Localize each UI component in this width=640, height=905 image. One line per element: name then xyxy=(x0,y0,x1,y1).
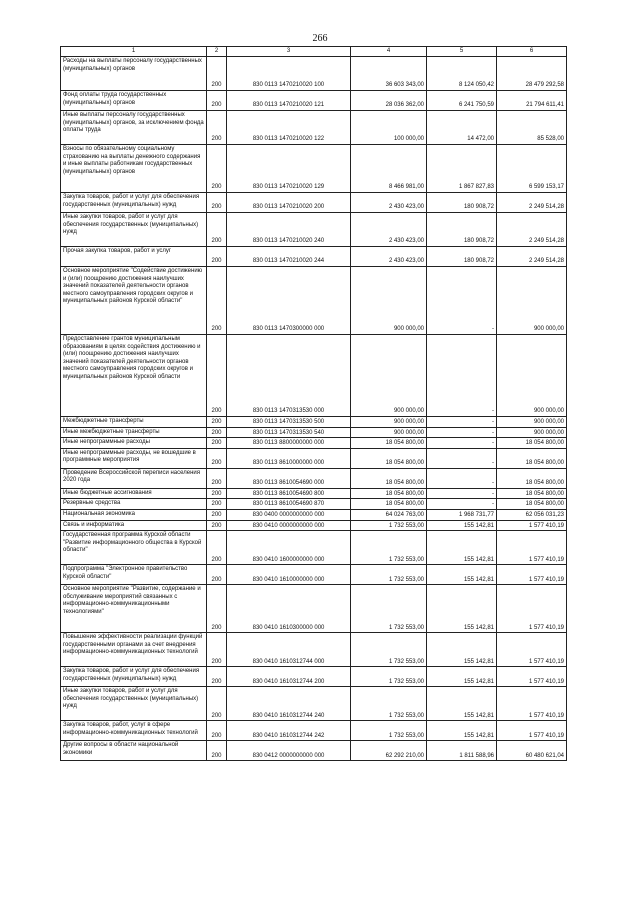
row-kbk-cell: 830 0410 1610000000 000 xyxy=(227,565,351,585)
row-name-cell: Закупка товаров, работ и услуг для обеспечения государственных (муниципальных) нужд xyxy=(61,667,207,687)
row-col6-cell: 2 249 514,28 xyxy=(497,247,567,267)
row-col4-cell: 1 732 553,00 xyxy=(351,667,427,687)
row-kbk-cell: 830 0113 8610000000 000 xyxy=(227,448,351,468)
row-kbk-cell: 830 0113 1470313530 000 xyxy=(227,335,351,417)
row-name-cell: Государственная программа Курской области "Развитие информационного общества в Курской области" xyxy=(61,531,207,565)
table-row xyxy=(61,488,567,499)
row-kbk-cell: 830 0113 8610054690 000 xyxy=(227,468,351,488)
table-row xyxy=(61,565,567,585)
row-col6-cell: 1 577 410,19 xyxy=(497,667,567,687)
row-code-cell: 200 xyxy=(207,741,227,761)
row-col5-cell: - xyxy=(427,267,497,335)
row-col5-cell: 6 241 750,59 xyxy=(427,91,497,111)
row-name-cell: Иные межбюджетные трансферты xyxy=(61,427,207,438)
table-row xyxy=(61,417,567,428)
row-col5-cell: - xyxy=(427,417,497,428)
row-name-cell: Взносы по обязательному социальному страхованию на выплаты денежного содержания и иные выплаты работникам государственных (муниципальных) органов xyxy=(61,145,207,193)
row-col6-cell: 2 249 514,28 xyxy=(497,213,567,247)
row-col5-cell: - xyxy=(427,499,497,510)
row-kbk-cell: 830 0113 1470313530 500 xyxy=(227,417,351,428)
table-row xyxy=(61,721,567,741)
row-col6-cell: 1 577 410,19 xyxy=(497,721,567,741)
row-col5-cell: 1 867 827,83 xyxy=(427,145,497,193)
row-name-cell: Иные закупки товаров, работ и услуг для обеспечения государственных (муниципальных) нужд xyxy=(61,687,207,721)
row-code-cell: 200 xyxy=(207,531,227,565)
row-col5-cell: 1 968 731,77 xyxy=(427,509,497,520)
row-name-cell: Закупка товаров, работ, услуг в сфере информационно-коммуникационных технологий xyxy=(61,721,207,741)
row-col5-cell: 155 142,81 xyxy=(427,667,497,687)
row-kbk-cell: 830 0113 1470313530 540 xyxy=(227,427,351,438)
table-row xyxy=(61,633,567,667)
table-row xyxy=(61,57,567,91)
row-name-cell: Прочая закупка товаров, работ и услуг xyxy=(61,247,207,267)
row-col4-cell: 8 466 981,00 xyxy=(351,145,427,193)
row-col4-cell: 2 430 423,00 xyxy=(351,247,427,267)
row-name-cell: Другие вопросы в области национальной экономики xyxy=(61,741,207,761)
row-code-cell: 200 xyxy=(207,468,227,488)
header-cell: 1 xyxy=(61,47,207,57)
row-col4-cell: 900 000,00 xyxy=(351,417,427,428)
row-col4-cell: 1 732 553,00 xyxy=(351,531,427,565)
header-cell: 2 xyxy=(207,47,227,57)
row-kbk-cell: 830 0113 8800000000 000 xyxy=(227,438,351,449)
row-kbk-cell: 830 0410 1610312744 200 xyxy=(227,667,351,687)
table-row xyxy=(61,687,567,721)
table-row xyxy=(61,667,567,687)
row-col4-cell: 18 054 800,00 xyxy=(351,468,427,488)
row-col6-cell: 1 577 410,19 xyxy=(497,585,567,633)
row-kbk-cell: 830 0113 1470210020 122 xyxy=(227,111,351,145)
row-col6-cell: 900 000,00 xyxy=(497,267,567,335)
row-col6-cell: 1 577 410,19 xyxy=(497,520,567,531)
row-col4-cell: 100 000,00 xyxy=(351,111,427,145)
header-cell: 5 xyxy=(427,47,497,57)
row-name-cell: Расходы на выплаты персоналу государственных (муниципальных) органов xyxy=(61,57,207,91)
row-name-cell: Национальная экономика xyxy=(61,509,207,520)
row-kbk-cell: 830 0410 1610300000 000 xyxy=(227,585,351,633)
row-name-cell: Основное мероприятие "Развитие, содержание и обслуживание мероприятий связанных с информационно-коммуникационными технологиями" xyxy=(61,585,207,633)
row-kbk-cell: 830 0113 1470210020 129 xyxy=(227,145,351,193)
row-code-cell: 200 xyxy=(207,448,227,468)
row-col4-cell: 1 732 553,00 xyxy=(351,633,427,667)
row-kbk-cell: 830 0113 1470210020 121 xyxy=(227,91,351,111)
row-col4-cell: 1 732 553,00 xyxy=(351,687,427,721)
row-col5-cell: 155 142,81 xyxy=(427,633,497,667)
row-col6-cell: 1 577 410,19 xyxy=(497,565,567,585)
row-col5-cell: - xyxy=(427,468,497,488)
table-row xyxy=(61,145,567,193)
row-col6-cell: 900 000,00 xyxy=(497,417,567,428)
row-col6-cell: 62 056 031,23 xyxy=(497,509,567,520)
row-kbk-cell: 830 0113 1470300000 000 xyxy=(227,267,351,335)
row-col5-cell: 155 142,81 xyxy=(427,585,497,633)
table-row xyxy=(61,438,567,449)
row-name-cell: Иные выплаты персоналу государственных (муниципальных) органов, за исключением фонда оплаты труда xyxy=(61,111,207,145)
row-col5-cell: 155 142,81 xyxy=(427,565,497,585)
table-row xyxy=(61,448,567,468)
row-col4-cell: 1 732 553,00 xyxy=(351,721,427,741)
table-row xyxy=(61,531,567,565)
table-row xyxy=(61,741,567,761)
row-col4-cell: 2 430 423,00 xyxy=(351,193,427,213)
row-col6-cell: 1 577 410,19 xyxy=(497,633,567,667)
row-col5-cell: 155 142,81 xyxy=(427,721,497,741)
row-col6-cell: 900 000,00 xyxy=(497,427,567,438)
row-name-cell: Иные непрограммные расходы xyxy=(61,438,207,449)
row-kbk-cell: 830 0410 1610312744 000 xyxy=(227,633,351,667)
row-col4-cell: 18 054 800,00 xyxy=(351,438,427,449)
row-col4-cell: 28 036 362,00 xyxy=(351,91,427,111)
row-col4-cell: 18 054 800,00 xyxy=(351,499,427,510)
row-name-cell: Проведение Всероссийской переписи населения 2020 года xyxy=(61,468,207,488)
header-cell: 3 xyxy=(227,47,351,57)
row-col4-cell: 1 732 553,00 xyxy=(351,520,427,531)
table-row xyxy=(61,468,567,488)
row-col6-cell: 28 479 292,58 xyxy=(497,57,567,91)
row-col5-cell: 8 124 050,42 xyxy=(427,57,497,91)
row-code-cell: 200 xyxy=(207,267,227,335)
row-kbk-cell: 830 0113 1470210020 200 xyxy=(227,193,351,213)
row-col4-cell: 900 000,00 xyxy=(351,267,427,335)
row-col6-cell: 21 794 611,41 xyxy=(497,91,567,111)
table-row xyxy=(61,520,567,531)
table-row xyxy=(61,585,567,633)
table-row xyxy=(61,111,567,145)
table-body xyxy=(61,57,567,761)
row-col4-cell: 18 054 800,00 xyxy=(351,488,427,499)
row-col4-cell: 18 054 800,00 xyxy=(351,448,427,468)
row-name-cell: Связь и информатика xyxy=(61,520,207,531)
table-row xyxy=(61,213,567,247)
row-col5-cell: - xyxy=(427,488,497,499)
row-code-cell: 200 xyxy=(207,509,227,520)
row-col4-cell: 1 732 553,00 xyxy=(351,585,427,633)
row-kbk-cell: 830 0113 1470210020 240 xyxy=(227,213,351,247)
row-code-cell: 200 xyxy=(207,193,227,213)
row-col5-cell: - xyxy=(427,438,497,449)
row-code-cell: 200 xyxy=(207,213,227,247)
row-col6-cell: 60 480 621,04 xyxy=(497,741,567,761)
row-code-cell: 200 xyxy=(207,667,227,687)
row-kbk-cell: 830 0113 1470210020 100 xyxy=(227,57,351,91)
row-col5-cell: - xyxy=(427,335,497,417)
row-name-cell: Фонд оплаты труда государственных (муниципальных) органов xyxy=(61,91,207,111)
row-name-cell: Основное мероприятие "Содействие достижению и (или) поощрению достижения наилучших значений показателей деятельности органов местного самоуправления городских округов и муниципальных районов Курской области" xyxy=(61,267,207,335)
row-name-cell: Закупка товаров, работ и услуг для обеспечения государственных (муниципальных) нужд xyxy=(61,193,207,213)
table-row xyxy=(61,267,567,335)
row-code-cell: 200 xyxy=(207,520,227,531)
row-col6-cell: 18 054 800,00 xyxy=(497,438,567,449)
row-kbk-cell: 830 0113 8610054690 870 xyxy=(227,499,351,510)
row-col6-cell: 85 528,00 xyxy=(497,111,567,145)
row-code-cell: 200 xyxy=(207,721,227,741)
table-row xyxy=(61,193,567,213)
row-col5-cell: 155 142,81 xyxy=(427,687,497,721)
row-col5-cell: 155 142,81 xyxy=(427,531,497,565)
row-col4-cell: 36 603 343,00 xyxy=(351,57,427,91)
row-col6-cell: 18 054 800,00 xyxy=(497,448,567,468)
row-col5-cell: - xyxy=(427,427,497,438)
row-col4-cell: 1 732 553,00 xyxy=(351,565,427,585)
row-name-cell: Иные непрограммные расходы, не вошедшие в программные мероприятия xyxy=(61,448,207,468)
table-row xyxy=(61,427,567,438)
row-col6-cell: 6 599 153,17 xyxy=(497,145,567,193)
row-code-cell: 200 xyxy=(207,427,227,438)
row-name-cell: Повышение эффективности реализации функций государственными органами за счет внедрения информационно-коммуникационных технологий xyxy=(61,633,207,667)
header-row xyxy=(61,47,567,57)
row-code-cell: 200 xyxy=(207,585,227,633)
row-code-cell: 200 xyxy=(207,438,227,449)
row-kbk-cell: 830 0412 0000000000 000 xyxy=(227,741,351,761)
row-code-cell: 200 xyxy=(207,145,227,193)
row-kbk-cell: 830 0410 1610312744 240 xyxy=(227,687,351,721)
header-cell: 4 xyxy=(351,47,427,57)
row-kbk-cell: 830 0410 1600000000 000 xyxy=(227,531,351,565)
row-name-cell: Иные бюджетные ассигнования xyxy=(61,488,207,499)
row-col5-cell: 14 472,00 xyxy=(427,111,497,145)
row-col6-cell: 18 054 800,00 xyxy=(497,488,567,499)
row-col4-cell: 900 000,00 xyxy=(351,335,427,417)
row-code-cell: 200 xyxy=(207,57,227,91)
row-kbk-cell: 830 0113 1470210020 244 xyxy=(227,247,351,267)
row-col5-cell: 180 908,72 xyxy=(427,193,497,213)
row-col6-cell: 1 577 410,19 xyxy=(497,687,567,721)
row-code-cell: 200 xyxy=(207,247,227,267)
table-row xyxy=(61,509,567,520)
budget-table xyxy=(60,46,567,761)
row-kbk-cell: 830 0410 1610312744 242 xyxy=(227,721,351,741)
row-name-cell: Предоставление грантов муниципальным образованиям в целях содействия достижению и (или) поощрению достижения наилучших значений показателей деятельности органов местного самоуправления городских округов и муниципальных районов Курской области xyxy=(61,335,207,417)
row-col4-cell: 900 000,00 xyxy=(351,427,427,438)
row-kbk-cell: 830 0113 8610054690 800 xyxy=(227,488,351,499)
row-code-cell: 200 xyxy=(207,687,227,721)
row-col6-cell: 18 054 800,00 xyxy=(497,468,567,488)
row-kbk-cell: 830 0410 0000000000 000 xyxy=(227,520,351,531)
table-row xyxy=(61,335,567,417)
table-row xyxy=(61,247,567,267)
row-name-cell: Подпрограмма "Электронное правительство Курской области" xyxy=(61,565,207,585)
row-name-cell: Резервные средства xyxy=(61,499,207,510)
row-col4-cell: 64 024 763,00 xyxy=(351,509,427,520)
table-row xyxy=(61,499,567,510)
row-col6-cell: 900 000,00 xyxy=(497,335,567,417)
row-name-cell: Межбюджетные трансферты xyxy=(61,417,207,428)
row-col5-cell: 180 908,72 xyxy=(427,213,497,247)
row-code-cell: 200 xyxy=(207,565,227,585)
row-col5-cell: - xyxy=(427,448,497,468)
row-col5-cell: 155 142,81 xyxy=(427,520,497,531)
row-code-cell: 200 xyxy=(207,488,227,499)
row-col6-cell: 1 577 410,19 xyxy=(497,531,567,565)
row-code-cell: 200 xyxy=(207,499,227,510)
row-name-cell: Иные закупки товаров, работ и услуг для обеспечения государственных (муниципальных) нужд xyxy=(61,213,207,247)
row-code-cell: 200 xyxy=(207,111,227,145)
row-col5-cell: 180 908,72 xyxy=(427,247,497,267)
row-kbk-cell: 830 0400 0000000000 000 xyxy=(227,509,351,520)
header-cell: 6 xyxy=(497,47,567,57)
page-number: 266 xyxy=(312,33,328,44)
row-code-cell: 200 xyxy=(207,335,227,417)
row-code-cell: 200 xyxy=(207,417,227,428)
row-col4-cell: 2 430 423,00 xyxy=(351,213,427,247)
row-col5-cell: 1 811 588,96 xyxy=(427,741,497,761)
row-col6-cell: 18 054 800,00 xyxy=(497,499,567,510)
row-col4-cell: 62 292 210,00 xyxy=(351,741,427,761)
row-code-cell: 200 xyxy=(207,633,227,667)
row-code-cell: 200 xyxy=(207,91,227,111)
row-col6-cell: 2 249 514,28 xyxy=(497,193,567,213)
table-row xyxy=(61,91,567,111)
